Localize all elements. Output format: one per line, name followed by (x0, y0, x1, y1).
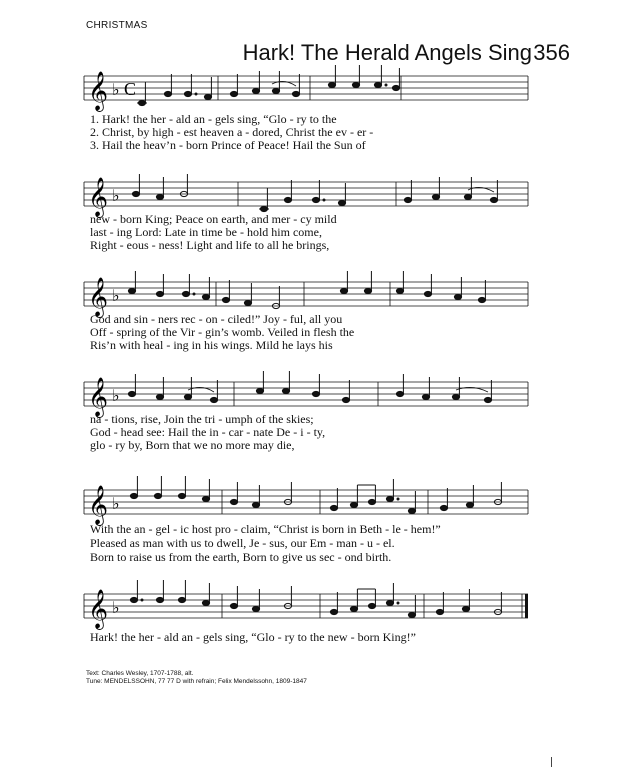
section-label: CHRISTMAS (86, 20, 148, 31)
hymn-number: 356 (533, 40, 570, 65)
flat-icon: ♭ (112, 286, 120, 305)
text-credit: Text: Charles Wesley, 1707-1788, alt. (86, 670, 194, 677)
lyric-line: With the an - gel - ic host pro - claim, “Christ is born in Beth - le - hem!” (90, 522, 441, 536)
final-barline (525, 594, 528, 618)
flat-icon: ♭ (112, 598, 120, 617)
flat-icon: ♭ (112, 186, 120, 205)
treble-clef-icon: 𝄞 (88, 71, 109, 111)
lyric-line: Born to raise us from the earth, Born to give us sec - ond birth. (90, 550, 392, 564)
treble-clef-icon: 𝄞 (88, 377, 109, 417)
lyric-line: new - born King; Peace on earth, and mer - cy mild (90, 212, 337, 226)
tune-credit: Tune: MENDELSSOHN, 77 77 D with refrain; Felix Mendelssohn, 1809-1847 (86, 678, 307, 685)
lyric-line: na - tions, rise, Join the tri - umph of the skies; (90, 412, 314, 426)
flat-icon: ♭ (112, 494, 120, 513)
lyric-line: God - head see: Hail the in - car - nate De - i - ty, (90, 425, 326, 439)
lyric-line: God and sin - ners rec - on - ciled!” Joy - ful, all you (90, 312, 343, 326)
lyric-line: glo - ry by, Born that we no more may die, (90, 438, 295, 452)
lyric-line: 3. Hail the heav’n - born Prince of Peace! Hail the Sun of (90, 138, 366, 152)
page-edge-mark (551, 757, 552, 767)
treble-clef-icon: 𝄞 (88, 177, 109, 217)
lyric-line: Ris’n with heal - ing in his wings. Mild he lays his (90, 338, 333, 352)
flat-icon: ♭ (112, 80, 120, 99)
lyric-line: Pleased as man with us to dwell, Je - sus, our Em - man - u - el. (90, 536, 395, 550)
common-time-icon: C (124, 79, 137, 99)
lyric-line: Right - eous - ness! Light and life to all he brings, (90, 238, 330, 252)
lyric-line: 1. Hark! the her - ald an - gels sing, “Glo - ry to the (90, 112, 337, 126)
flat-icon: ♭ (112, 386, 120, 405)
treble-clef-icon: 𝄞 (88, 485, 109, 525)
lyric-line: last - ing Lord: Late in time be - hold him come, (90, 225, 322, 239)
treble-clef-icon: 𝄞 (88, 589, 109, 629)
treble-clef-icon: 𝄞 (88, 277, 109, 317)
lyric-line: Hark! the her - ald an - gels sing, “Glo - ry to the new - born King!” (90, 630, 416, 644)
lyric-line: Off - spring of the Vir - gin’s womb. Veiled in flesh the (90, 325, 355, 339)
lyric-line: 2. Christ, by high - est heaven a - dored, Christ the ev - er - (90, 125, 374, 139)
hymn-title: Hark! The Herald Angels Sing (242, 40, 532, 65)
